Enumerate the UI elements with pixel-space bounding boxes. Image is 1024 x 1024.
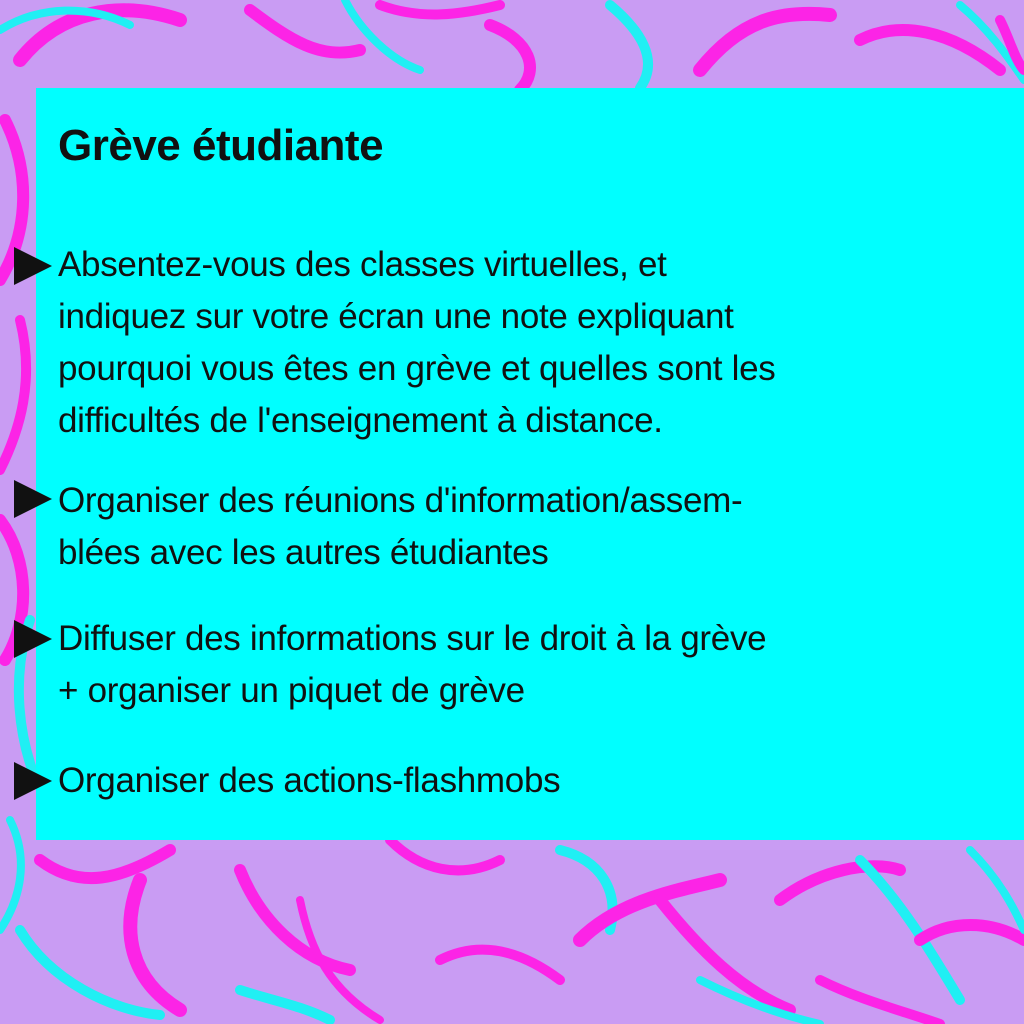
bullet-triangle-icon [14, 480, 52, 518]
content-card [36, 88, 1024, 840]
list-item-line: Absentez-vous des classes virtuelles, et [58, 245, 667, 284]
bullet-triangle-icon [14, 247, 52, 285]
list-item-line: Diffuser des informations sur le droit à la grève [58, 619, 767, 658]
bullet-triangle-icon [14, 762, 52, 800]
list-item [58, 475, 988, 579]
list-item-line: pourquoi vous êtes en grève et quelles sont les [58, 349, 776, 388]
list-item [58, 239, 988, 447]
list-item [58, 613, 988, 717]
bullet-triangle-icon [14, 620, 52, 658]
list-item-line: difficultés de l'enseignement à distance. [58, 401, 663, 440]
list-item-line: Organiser des réunions d'information/assem- [58, 481, 743, 520]
list-item-line: blées avec les autres étudiantes [58, 533, 549, 572]
list-item-line: Organiser des actions-flashmobs [58, 761, 561, 800]
list-item-line: + organiser un piquet de grève [58, 671, 525, 710]
page-title: Grève étudiante [58, 121, 384, 170]
list-item [58, 755, 988, 807]
list-item-line: indiquez sur votre écran une note expliquant [58, 297, 734, 336]
